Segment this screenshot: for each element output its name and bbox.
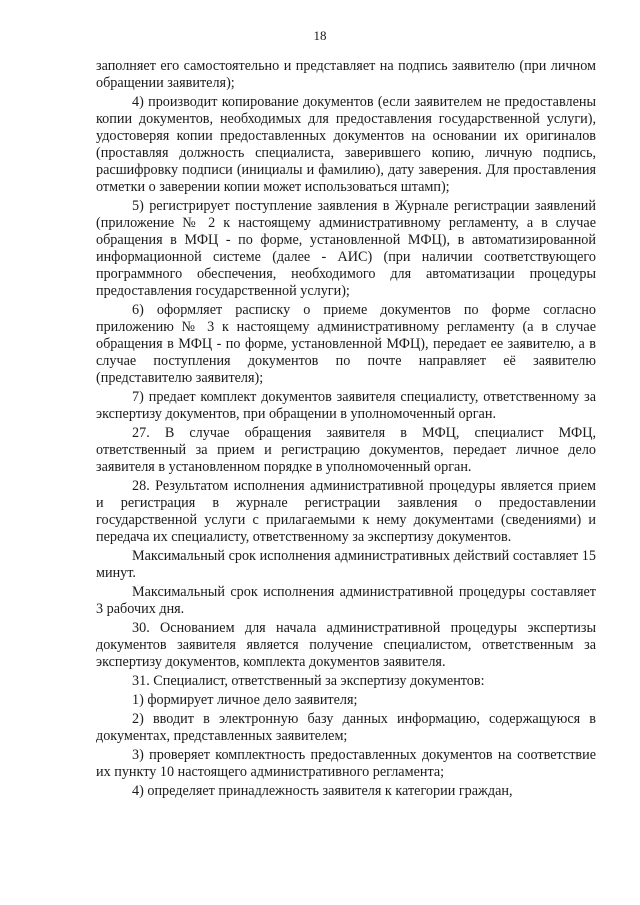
paragraph-sub-2: 2) вводит в электронную базу данных информацию, содержащуюся в документах, представленных заявителем; (96, 711, 596, 744)
paragraph-clause-28: 28. Результатом исполнения административной процедуры является прием и регистрация в журнале регистрации заявления о предоставлении государственной услуги с прилагаемыми к нему документами (сведениями) и передача их специалисту, ответственному за экспертизу документов. (96, 478, 596, 545)
paragraph-sub-1: 1) формирует личное дело заявителя; (132, 692, 358, 708)
paragraph-item-6: 6) оформляет расписку о приеме документов по форме согласно приложению № 3 к настоящему административному регламенту (а в случае обращения в МФЦ - по форме, установленной МФЦ), передает ее заявителю, а в случае поступления документов по почте направляет её заявителю (представителю заявителя); (96, 302, 596, 386)
paragraph-item-4: 4) производит копирование документов (если заявителем не предоставлены копии документов, необходимых для предоставления государственной услуги), удостоверяя копии предоставленных документов на основании их оригиналов (проставляя должность специалиста, заверившего копию, личную подпись, расшифровку подписи (инициалы и фамилию), дату заверения. Для проставления отметки о заверении копии может использоваться штамп); (96, 94, 596, 195)
paragraph-item-7: 7) предает комплект документов заявителя специалисту, ответственному за экспертизу документов, при обращении в уполномоченный орган. (96, 389, 596, 422)
paragraph-sub-3: 3) проверяет комплектность предоставленных документов на соответствие их пункту 10 настоящего административного регламента; (96, 747, 596, 780)
paragraph-clause-30: 30. Основанием для начала административной процедуры экспертизы документов заявителя является получение специалистом, ответственным за экспертизу документов, комплекта документов заявителя. (96, 620, 596, 670)
document-body (96, 58, 596, 802)
paragraph-max-time-procedure: Максимальный срок исполнения административной процедуры составляет 3 рабочих дня. (96, 584, 596, 617)
paragraph-clause-31: 31. Специалист, ответственный за экспертизу документов: (132, 673, 485, 689)
paragraph-max-time-actions: Максимальный срок исполнения административных действий составляет 15 минут. (96, 548, 596, 581)
page-number: 18 (313, 28, 327, 43)
paragraph-continuation: заполняет его самостоятельно и представляет на подпись заявителю (при личном обращении заявителя); (96, 58, 596, 91)
paragraph-sub-4: 4) определяет принадлежность заявителя к категории граждан, (132, 783, 513, 799)
paragraph-clause-27: 27. В случае обращения заявителя в МФЦ, специалист МФЦ, ответственный за прием и регистрацию документов, передает личное дело заявителя в установленном порядке в уполномоченный орган. (96, 425, 596, 475)
paragraph-item-5: 5) регистрирует поступление заявления в Журнале регистрации заявлений (приложение № 2 к настоящему административному регламенту, а в случае обращения в МФЦ - по форме, установленной МФЦ), в автоматизированной информационной системе (далее - АИС) (при наличии соответствующего программного обеспечения, необходимого для автоматизации процедуры предоставления государственной услуги); (96, 198, 596, 299)
